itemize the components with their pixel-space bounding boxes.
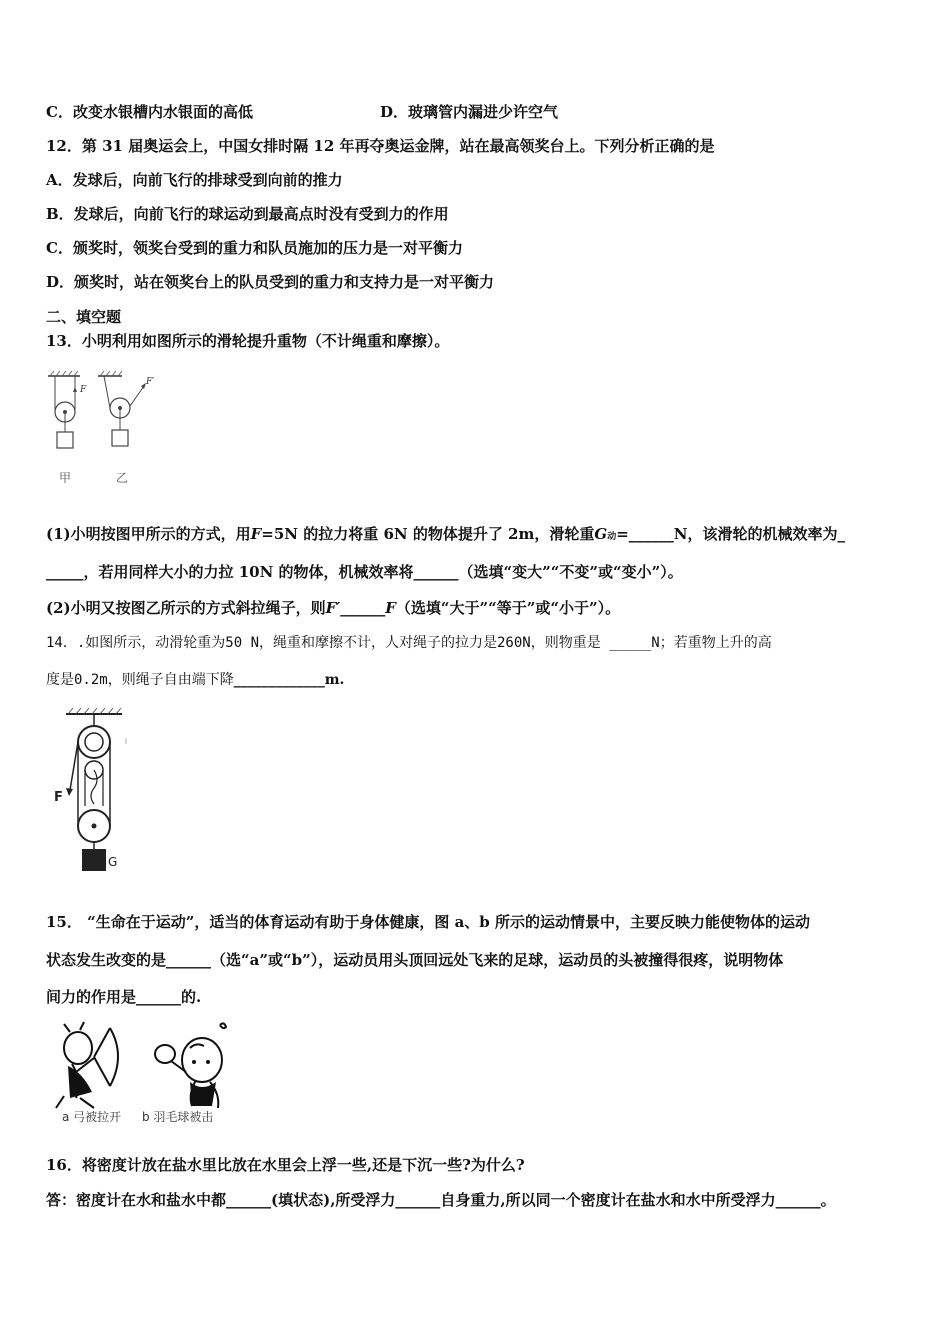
q13-part1-line2: _____，若用同样大小的力拉 10N 的物体，机械效率将______（选填“变大”“不变”或“变小”）。	[46, 563, 683, 581]
caption-b: b 羽毛球被击	[142, 1110, 214, 1124]
q11-option-d: D．玻璃管内漏进少许空气	[380, 103, 559, 121]
q16-answer: 答：密度计在水和盐水中都______(填状态),所受浮力______自身重力,所以同一个密度计在盐水和水中所受浮力______。	[46, 1191, 836, 1209]
fig-label-F: F	[54, 790, 63, 805]
fig-label-jia: 甲	[58, 471, 72, 485]
q16-stem: 16．将密度计放在盐水里比放在水里会上浮一些,还是下沉一些?为什么?	[46, 1156, 525, 1174]
q12-option-b: B．发球后，向前飞行的球运动到最高点时没有受到力的作用	[46, 205, 449, 223]
q11-option-c: C．改变水银槽内水银面的高低	[46, 103, 253, 121]
q12-option-d: D．颁奖时，站在领奖台上的队员受到的重力和支持力是一对平衡力	[46, 273, 495, 291]
fig-label-F-prime: F′	[146, 377, 155, 387]
q14-line2: 度是0.2m，则绳子自由端下降_____________m.	[46, 672, 345, 688]
q15-line1: 15． “生命在于运动”，适当的体育运动有助于身体健康，图 a、b 所示的运动情景中，主要反映力能使物体的运动	[46, 913, 811, 931]
q13-part1-line1: (1)小明按图甲所示的方式，用F=5N 的拉力将重 6N 的物体提升了 2m，滑轮重G动=______N，该滑轮的机械效率为_	[46, 525, 845, 543]
q12-stem: 12．第 31 届奥运会上，中国女排时隔 12 年再夺奥运金牌，站在最高领奖台上。下列分析正确的是	[46, 137, 715, 155]
q12-option-c: C．颁奖时，领奖台受到的重力和队员施加的压力是一对平衡力	[46, 239, 463, 257]
q13-pulley-figure	[46, 370, 156, 490]
q13-stem: 13．小明利用如图所示的滑轮提升重物（不计绳重和摩擦）。	[46, 332, 450, 350]
q14-line1: 14．.如图所示，动滑轮重为50 N，绳重和摩擦不计，人对绳子的拉力是260N，则物重是 _____N；若重物上升的高	[46, 635, 772, 651]
q15-line2: 状态发生改变的是______（选“a”或“b”），运动员用头顶回远处飞来的足球，运动员的头被撞得很疼，说明物体	[46, 951, 784, 969]
pulley-diagram	[46, 370, 156, 490]
q15-cartoon-figure	[50, 1020, 240, 1130]
caption-a: a 弓被拉开	[62, 1110, 122, 1124]
fig-label-G: G	[108, 855, 118, 869]
fig-label-F: F	[80, 385, 87, 395]
section-title: 二、填空题	[46, 308, 122, 326]
q13-part2: (2)小明又按图乙所示的方式斜拉绳子，则F′______F（选填“大于”“等于”或“小于”）。	[46, 599, 621, 617]
q14-pulley-figure	[46, 706, 136, 876]
pulley-block-diagram	[46, 706, 136, 876]
q12-option-a: A．发球后，向前飞行的排球受到向前的推力	[46, 171, 343, 189]
q15-line3: 间力的作用是______的.	[46, 988, 202, 1006]
fig-label-yi: 乙	[115, 471, 129, 485]
